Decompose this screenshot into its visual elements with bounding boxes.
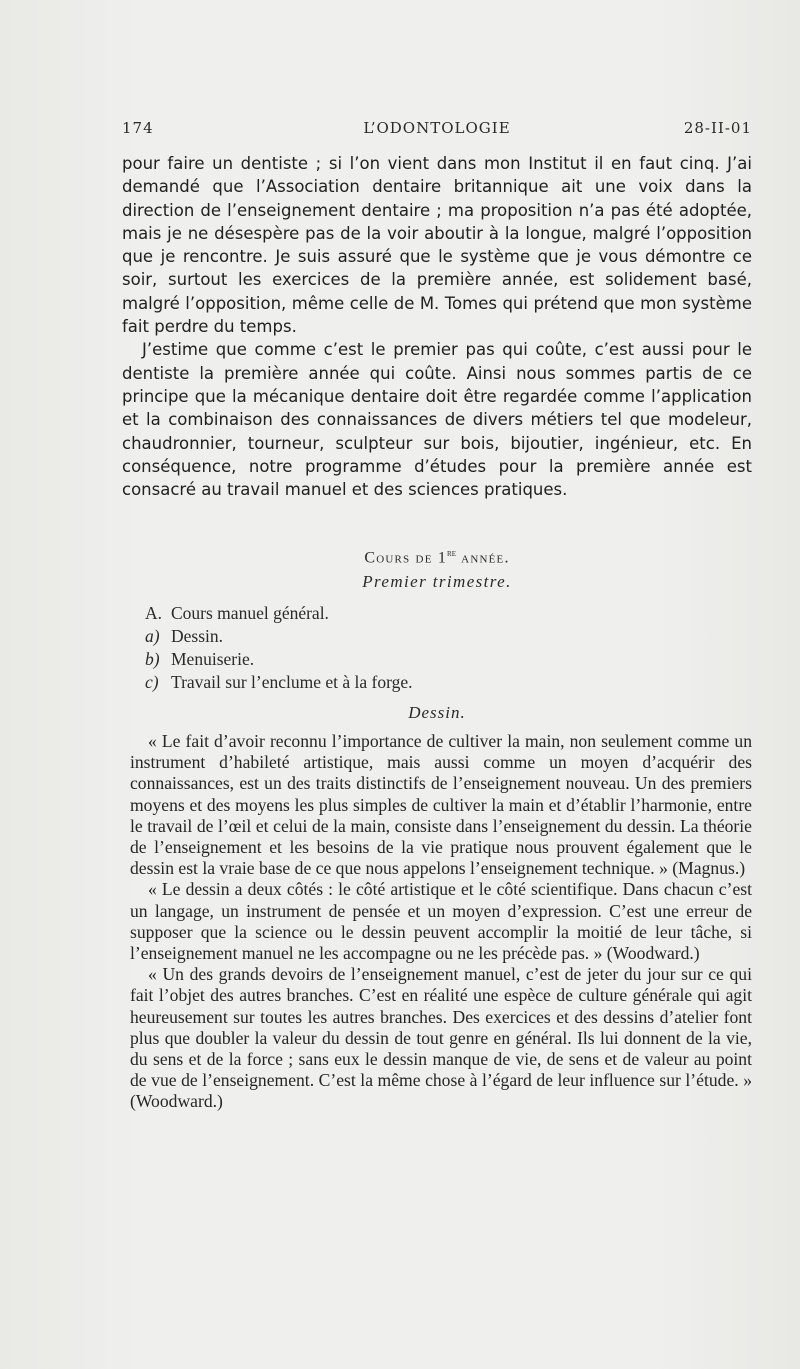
quote-paragraph-3: « Un des grands devoirs de l’enseignement manuel, c’est de jeter du jour sur ce qui fait l’objet des autres branches. C’est en réalité une espèce de culture générale qui agit heureusement sur toutes les autres branches. Des exercices et des dessins d’atelier font plus que doubler la valeur du dessin de tout genre en général. Ils lui donnent de la vie, du sens et de la force ; sans eux le dessin manque de vie, de sens et de valeur au point de vue de l’enseignement. C’est la même chose à l’égard de leur influence sur l’étude. » (Woodward.) xyxy=(130,964,752,1112)
outline-text: Travail sur l’enclume et à la forge. xyxy=(171,672,413,692)
intro-paragraph-2: J’estime que comme c’est le premier pas qui coûte, c’est aussi pour le dentiste la première année qui coûte. Ainsi nous sommes partis de ce principe que la mécanique dentaire doit être regardée comme l’application et la combinaison des connaissances de divers métiers tel que modeleur, chaudronnier, tourneur, sculpteur sur bois, bijoutier, ingénieur, etc. En conséquence, notre programme d’études pour la première année est consacré au travail manuel et des sciences pratiques. xyxy=(122,340,752,500)
issue-date: 28-II-01 xyxy=(683,119,752,137)
outline-item xyxy=(145,602,413,625)
page-number: 174 xyxy=(122,119,154,137)
trimester-heading: Premier trimestre. xyxy=(362,572,512,591)
course-title: Cours de 1re année. xyxy=(364,548,510,567)
outline-marker: b) xyxy=(145,649,160,669)
outline-text: Cours manuel général. xyxy=(171,603,329,623)
quote-paragraph-2: « Le dessin a deux côtés : le côté artistique et le côté scientifique. Dans chacun c’est un langage, un instrument de pensée et un moyen d’expression. C’est une erreur de supposer que la science ou le dessin peuvent accomplir la moitié de leur tâche, si l’enseignement manuel ne les accompagne ou ne les précède pas. » (Woodward.) xyxy=(130,879,752,964)
intro-paragraph-1: pour faire un dentiste ; si l’on vient dans mon Institut il en faut cinq. J’ai demandé que l’Association dentaire britannique ait une voix dans la direction de l’enseignement dentaire ; ma proposition n’a pas été adoptée, mais je ne désespère pas de la voir aboutir à la longue, malgré l’opposition que je rencontre. Je suis assuré que le système que je vous démontre ce soir, surtout les exercices de la première année, est solidement basé, malgré l’opposition, même celle de M. Tomes qui prétend que mon système fait perdre du temps. xyxy=(122,154,752,337)
journal-title: L’ODONTOLOGIE xyxy=(363,119,511,137)
outline-text: Dessin. xyxy=(171,626,224,646)
course-outline xyxy=(145,602,413,694)
outline-item xyxy=(145,625,413,648)
quotes-text xyxy=(130,731,752,1113)
running-header xyxy=(122,119,752,143)
outline-marker: A. xyxy=(145,603,163,623)
intro-text xyxy=(122,152,752,501)
section-heading: Dessin. xyxy=(408,703,466,722)
outline-text: Menuiserie. xyxy=(171,649,255,669)
outline-item xyxy=(145,648,413,671)
outline-item xyxy=(145,671,413,694)
quote-paragraph-1: « Le fait d’avoir reconnu l’importance de cultiver la main, non seulement comme un instrument d’habileté artistique, mais aussi comme un moyen d’acquérir des connaissances, est un des traits distinctifs de l’enseignement nouveau. Un des premiers moyens et des moyens les plus simples de cultiver la main et d’établir l’harmonie, entre le travail de l’œil et celui de la main, consiste dans l’enseignement du dessin. La théorie de l’enseignement et les besoins de la vie pratique nous prouvent également que le dessin est la vraie base de ce que nous appelons l’enseignement technique. » (Magnus.) xyxy=(130,731,752,879)
outline-marker: c) xyxy=(145,672,159,692)
outline-marker: a) xyxy=(145,626,160,646)
